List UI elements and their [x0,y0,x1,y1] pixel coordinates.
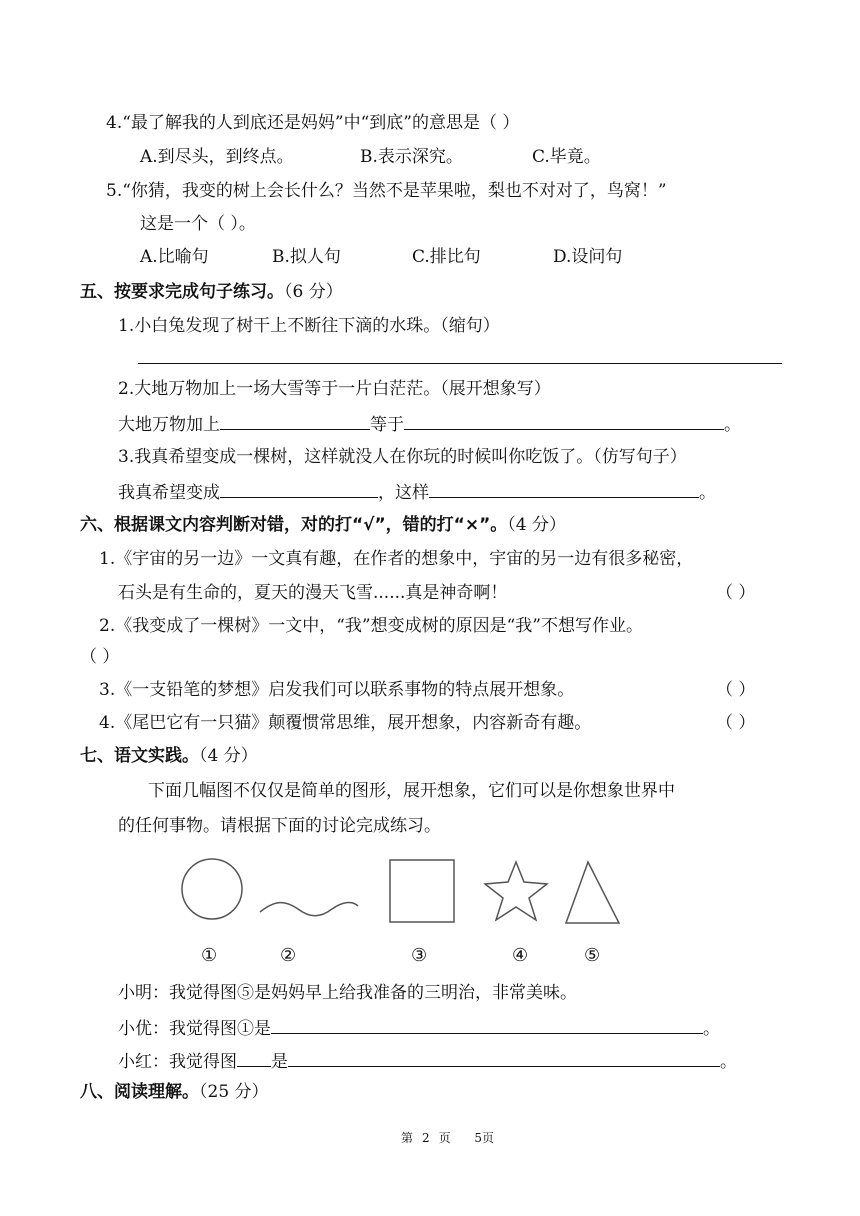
section-6-heading [80,513,566,537]
section-5-item-2: 2.大地万物加上一场大雪等于一片白茫茫。（展开想象写） [118,379,551,399]
dialog-mid: 是 [271,1052,288,1072]
dialog-xiaohong [118,1048,737,1074]
fill-prefix: 大地万物加上 [118,415,220,435]
dialog-prefix: 小红：我觉得图 [118,1052,237,1072]
figure-label-3: ③ [411,945,428,966]
answer-blank-5-3b[interactable] [429,479,699,498]
question-4-stem: 4.“最了解我的人到底还是妈妈”中“到底”的意思是（ ） [106,113,520,133]
section-5-item-3-fill [118,479,716,505]
question-5-stem-cont: 这是一个（ ）。 [140,214,256,234]
section-7-intro-line-1: 下面几幅图不仅仅是简单的图形，展开想象，它们可以是你想象世界中 [148,781,675,801]
triangle-icon [566,862,619,923]
section-5-heading [80,280,343,304]
section-8-heading [80,1080,269,1104]
section-7-heading [80,744,258,768]
section-8-title: 八、阅读理解。 [80,1082,199,1102]
circle-icon [182,859,242,919]
section-6-item-4: 4.《尾巴它有一只猫》颠覆惯常思维，展开想象，内容新奇有趣。 [99,713,592,733]
judge-paren-2[interactable]: （ ） [80,647,120,667]
judge-paren-4[interactable]: （ ） [716,713,756,733]
dialog-end: 。 [703,1019,720,1039]
answer-line-5-1[interactable] [138,363,782,364]
section-6-item-1: 1.《宇宙的另一边》一文真有趣，在作者的想象中，宇宙的另一边有很多秘密， [99,549,694,569]
question-5-option-d: D.设问句 [553,247,623,267]
section-5-title: 五、按要求完成句子练习。 [80,282,284,302]
page-total: 5页 [474,1131,494,1145]
fill-mid: 等于 [370,415,404,435]
section-8-score: （25 分） [199,1082,269,1102]
square-icon [390,860,454,922]
star-icon [485,862,547,920]
question-4-option-c: C.毕竟。 [532,147,601,167]
figure-label-2: ② [280,945,297,966]
dialog-xiaoyou [118,1015,720,1041]
dialog-prefix: 小优：我觉得图①是 [118,1019,271,1039]
answer-blank-5-2a[interactable] [220,411,370,430]
section-6-title: 六、根据课文内容判断对错，对的打“√”，错的打“×”。 [80,515,508,535]
answer-blank-7-figure-number[interactable] [237,1048,271,1067]
page-prefix: 第 [401,1131,414,1145]
section-6-item-2: 2.《我变成了一棵树》一文中，“我”想变成树的原因是“我”不想写作业。 [99,616,643,636]
page-suffix: 页 [438,1131,451,1145]
figure-label-4: ④ [512,945,529,966]
answer-blank-5-3a[interactable] [220,479,378,498]
dialog-xiaoming: 小明：我觉得图⑤是妈妈早上给我准备的三明治，非常美味。 [118,983,577,1003]
figure-label-1: ① [201,945,218,966]
answer-blank-7-xiaohong[interactable] [288,1048,720,1067]
section-5-item-1: 1.小白兔发现了树干上不断往下滴的水珠。（缩句） [118,316,500,336]
section-5-item-2-fill [118,411,741,437]
figure-label-5: ⑤ [584,945,601,966]
section-5-item-3: 3.我真希望变成一棵树，这样就没人在你玩的时候叫你吃饭了。（仿写句子） [118,447,687,467]
section-6-score: （4 分） [507,515,567,535]
section-7-title: 七、语文实践。 [80,746,199,766]
answer-blank-7-xiaoyou[interactable] [271,1015,703,1034]
section-5-score: （6 分） [284,282,343,302]
question-5-option-b: B.拟人句 [272,247,341,267]
section-7-intro-line-2: 的任何事物。请根据下面的讨论完成练习。 [118,816,441,836]
fill-end: 。 [724,415,741,435]
wave-icon [260,902,358,915]
section-6-item-3: 3.《一支铅笔的梦想》启发我们可以联系事物的特点展开想象。 [99,680,575,700]
question-5-option-a: A.比喻句 [140,247,209,267]
judge-paren-1[interactable]: （ ） [716,583,756,603]
fill-prefix: 我真希望变成 [118,483,220,503]
section-7-score: （4 分） [199,746,258,766]
question-5-stem: 5.“你猜，我变的树上会长什么？当然不是苹果啦，梨也不对对了，鸟窝！” [106,181,667,201]
shapes-figure [170,852,630,932]
question-4-option-a: A.到尽头，到终点。 [140,147,294,167]
question-5-option-c: C.排比句 [412,247,481,267]
fill-end: 。 [699,483,716,503]
judge-paren-3[interactable]: （ ） [716,680,756,700]
question-4-option-b: B.表示深究。 [360,147,463,167]
section-6-item-1-cont: 石头是有生命的，夏天的漫天飞雪......真是神奇啊！ [118,583,508,603]
answer-blank-5-2b[interactable] [404,411,724,430]
page-footer [401,1130,494,1146]
page-number: 2 [422,1131,430,1145]
dialog-end: 。 [720,1052,737,1072]
fill-mid: ，这样 [378,483,429,503]
